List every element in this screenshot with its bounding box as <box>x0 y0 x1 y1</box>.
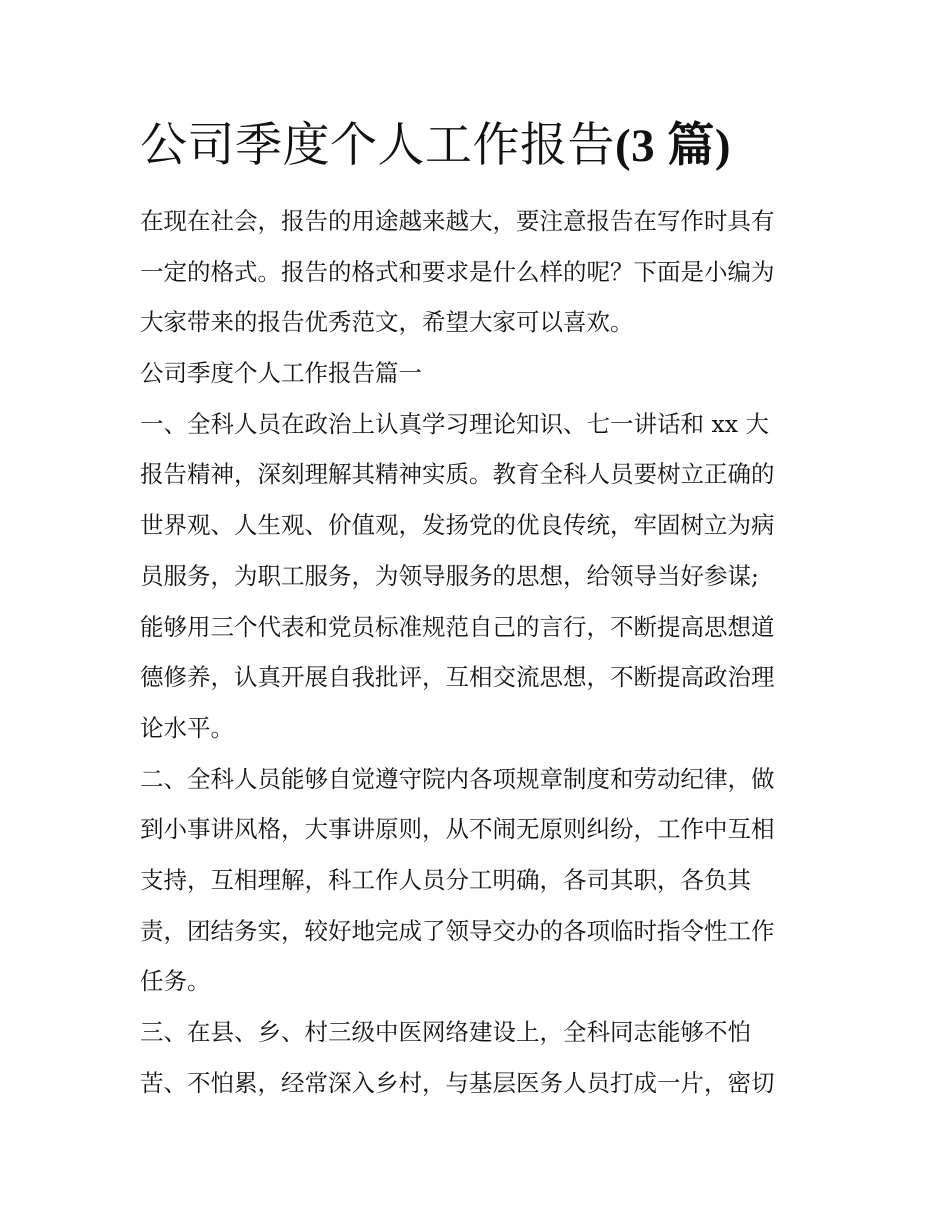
body-line: 三、在县、乡、村三级中医网络建设上，全科同志能够不怕 <box>140 1018 751 1046</box>
body-line: 一定的格式。报告的格式和要求是什么样的呢？下面是小编为 <box>140 257 775 286</box>
body-line: 责，团结务实，较好地完成了领导交办的各项临时指令性工作 <box>140 916 775 945</box>
document-body <box>140 196 820 1108</box>
body-line: 大家带来的报告优秀范文，希望大家可以喜欢。 <box>140 308 634 337</box>
document-title <box>140 112 840 180</box>
body-line: 报告精神，深刻理解其精神实质。教育全科人员要树立正确的 <box>140 460 775 489</box>
body-line: 到小事讲风格，大事讲原则，从不闹无原则纠纷，工作中互相 <box>140 815 775 844</box>
body-line: 苦、不怕累，经常深入乡村，与基层医务人员打成一片，密切 <box>140 1068 775 1097</box>
body-line: 一、全科人员在政治上认真学习理论知识、七一讲话和 xx 大 <box>140 409 769 438</box>
title-main: 公司季度个人工作报告 <box>140 118 615 173</box>
section-heading: 公司季度个人工作报告篇一 <box>140 359 422 388</box>
body-line: 员服务，为职工服务，为领导服务的思想，给领导当好参谋; <box>140 561 759 590</box>
body-line: 二、全科人员能够自觉遵守院内各项规章制度和劳动纪律，做 <box>140 764 775 793</box>
body-line: 任务。 <box>140 967 211 996</box>
body-line: 世界观、人生观、价值观，发扬党的优良传统，牢固树立为病 <box>140 511 775 540</box>
title-suffix: (3 篇) <box>615 120 732 172</box>
body-line: 在现在社会，报告的用途越来越大，要注意报告在写作时具有 <box>140 207 775 235</box>
body-line: 能够用三个代表和党员标准规范自己的言行，不断提高思想道 <box>140 612 775 641</box>
body-line: 论水平。 <box>140 713 234 742</box>
body-line: 支持，互相理解，科工作人员分工明确，各司其职，各负其 <box>140 865 751 894</box>
body-line: 德修养，认真开展自我批评，互相交流思想，不断提高政治理 <box>140 663 775 692</box>
